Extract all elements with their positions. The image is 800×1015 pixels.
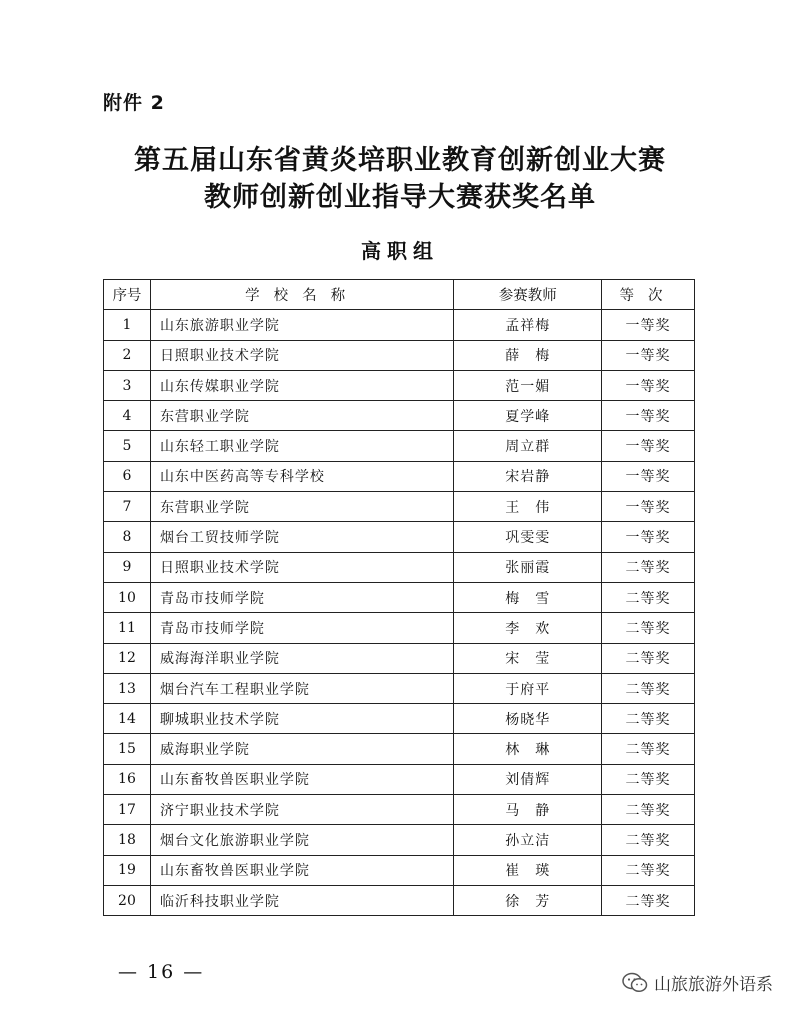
row-award: 二等奖 — [602, 643, 695, 673]
row-school: 东营职业学院 — [150, 492, 453, 522]
row-teacher: 林 琳 — [454, 734, 602, 764]
row-index: 11 — [104, 613, 151, 643]
row-teacher: 刘倩辉 — [454, 764, 602, 794]
row-teacher: 夏学峰 — [454, 401, 602, 431]
row-school: 烟台工贸技师学院 — [150, 522, 453, 552]
row-award: 一等奖 — [602, 431, 695, 461]
row-school: 日照职业技术学院 — [150, 552, 453, 582]
row-award: 一等奖 — [602, 310, 695, 340]
document-title-line2: 教师创新创业指导大赛获奖名单 — [204, 182, 596, 213]
table-row — [104, 613, 695, 643]
row-school: 烟台文化旅游职业学院 — [150, 825, 453, 855]
table-row — [104, 492, 695, 522]
row-award: 二等奖 — [602, 885, 695, 915]
row-teacher: 张丽霞 — [454, 552, 602, 582]
row-award: 一等奖 — [602, 461, 695, 491]
row-teacher: 李 欢 — [454, 613, 602, 643]
row-award: 一等奖 — [602, 340, 695, 370]
row-school: 威海职业学院 — [150, 734, 453, 764]
row-teacher: 孟祥梅 — [454, 310, 602, 340]
row-school: 聊城职业技术学院 — [150, 704, 453, 734]
row-award: 二等奖 — [602, 825, 695, 855]
table-row — [104, 522, 695, 552]
row-school: 烟台汽车工程职业学院 — [150, 673, 453, 703]
row-index: 7 — [104, 492, 151, 522]
row-school: 济宁职业技术学院 — [150, 795, 453, 825]
row-school: 山东畜牧兽医职业学院 — [150, 764, 453, 794]
table-row — [104, 643, 695, 673]
row-teacher: 马 静 — [454, 795, 602, 825]
row-index: 1 — [104, 310, 151, 340]
wechat-icon — [622, 972, 648, 994]
row-award: 一等奖 — [602, 522, 695, 552]
row-award: 二等奖 — [602, 704, 695, 734]
table-row — [104, 673, 695, 703]
row-teacher: 王 伟 — [454, 492, 602, 522]
row-index: 13 — [104, 673, 151, 703]
row-school: 山东旅游职业学院 — [150, 310, 453, 340]
table-row — [104, 582, 695, 612]
row-teacher: 徐 芳 — [454, 885, 602, 915]
table-row — [104, 552, 695, 582]
table-row — [104, 370, 695, 400]
table-row — [104, 431, 695, 461]
page-number: — 16 — — [118, 961, 205, 983]
row-index: 8 — [104, 522, 151, 552]
watermark — [622, 970, 773, 995]
row-index: 10 — [104, 582, 151, 612]
header-award: 等次 — [602, 280, 695, 310]
row-teacher: 杨晓华 — [454, 704, 602, 734]
row-school: 山东轻工职业学院 — [150, 431, 453, 461]
row-award: 二等奖 — [602, 552, 695, 582]
row-index: 3 — [104, 370, 151, 400]
row-award: 二等奖 — [602, 764, 695, 794]
row-index: 9 — [104, 552, 151, 582]
row-teacher: 梅 雪 — [454, 582, 602, 612]
watermark-text: 山旅旅游外语系 — [654, 975, 773, 995]
row-teacher: 巩雯雯 — [454, 522, 602, 552]
group-heading: 高职组 — [361, 239, 439, 263]
row-school: 东营职业学院 — [150, 401, 453, 431]
row-index: 17 — [104, 795, 151, 825]
table-row — [104, 855, 695, 885]
table-row — [104, 764, 695, 794]
row-award: 二等奖 — [602, 582, 695, 612]
row-teacher: 孙立洁 — [454, 825, 602, 855]
row-teacher: 周立群 — [454, 431, 602, 461]
row-school: 日照职业技术学院 — [150, 340, 453, 370]
row-award: 二等奖 — [602, 855, 695, 885]
table-row — [104, 885, 695, 915]
document-title-line1: 第五届山东省黄炎培职业教育创新创业大赛 — [134, 145, 666, 176]
row-teacher: 宋岩静 — [454, 461, 602, 491]
attachment-label: 附件 2 — [103, 92, 165, 114]
header-index: 序号 — [104, 280, 151, 310]
header-school: 学校名称 — [150, 280, 453, 310]
table-row — [104, 401, 695, 431]
row-school: 山东传媒职业学院 — [150, 370, 453, 400]
row-teacher: 范一媚 — [454, 370, 602, 400]
awards-table — [103, 279, 695, 916]
row-school: 青岛市技师学院 — [150, 582, 453, 612]
row-school: 威海海洋职业学院 — [150, 643, 453, 673]
row-index: 14 — [104, 704, 151, 734]
row-teacher: 宋 莹 — [454, 643, 602, 673]
row-index: 20 — [104, 885, 151, 915]
row-index: 15 — [104, 734, 151, 764]
table-row — [104, 704, 695, 734]
row-award: 一等奖 — [602, 401, 695, 431]
table-row — [104, 461, 695, 491]
row-index: 16 — [104, 764, 151, 794]
row-school: 山东畜牧兽医职业学院 — [150, 855, 453, 885]
table-row — [104, 795, 695, 825]
row-index: 12 — [104, 643, 151, 673]
table-row — [104, 340, 695, 370]
row-award: 二等奖 — [602, 613, 695, 643]
row-school: 临沂科技职业学院 — [150, 885, 453, 915]
row-award: 二等奖 — [602, 734, 695, 764]
table-row — [104, 734, 695, 764]
row-award: 二等奖 — [602, 795, 695, 825]
row-school: 青岛市技师学院 — [150, 613, 453, 643]
row-school: 山东中医药高等专科学校 — [150, 461, 453, 491]
row-index: 5 — [104, 431, 151, 461]
table-header-row — [104, 280, 695, 310]
row-award: 一等奖 — [602, 370, 695, 400]
row-index: 6 — [104, 461, 151, 491]
row-index: 18 — [104, 825, 151, 855]
row-teacher: 薛 梅 — [454, 340, 602, 370]
row-index: 19 — [104, 855, 151, 885]
table-body — [104, 310, 695, 916]
row-award: 一等奖 — [602, 492, 695, 522]
row-teacher: 崔 瑛 — [454, 855, 602, 885]
header-teacher: 参赛教师 — [454, 280, 602, 310]
row-index: 2 — [104, 340, 151, 370]
row-index: 4 — [104, 401, 151, 431]
row-teacher: 于府平 — [454, 673, 602, 703]
table-row — [104, 310, 695, 340]
table-row — [104, 825, 695, 855]
row-award: 二等奖 — [602, 673, 695, 703]
